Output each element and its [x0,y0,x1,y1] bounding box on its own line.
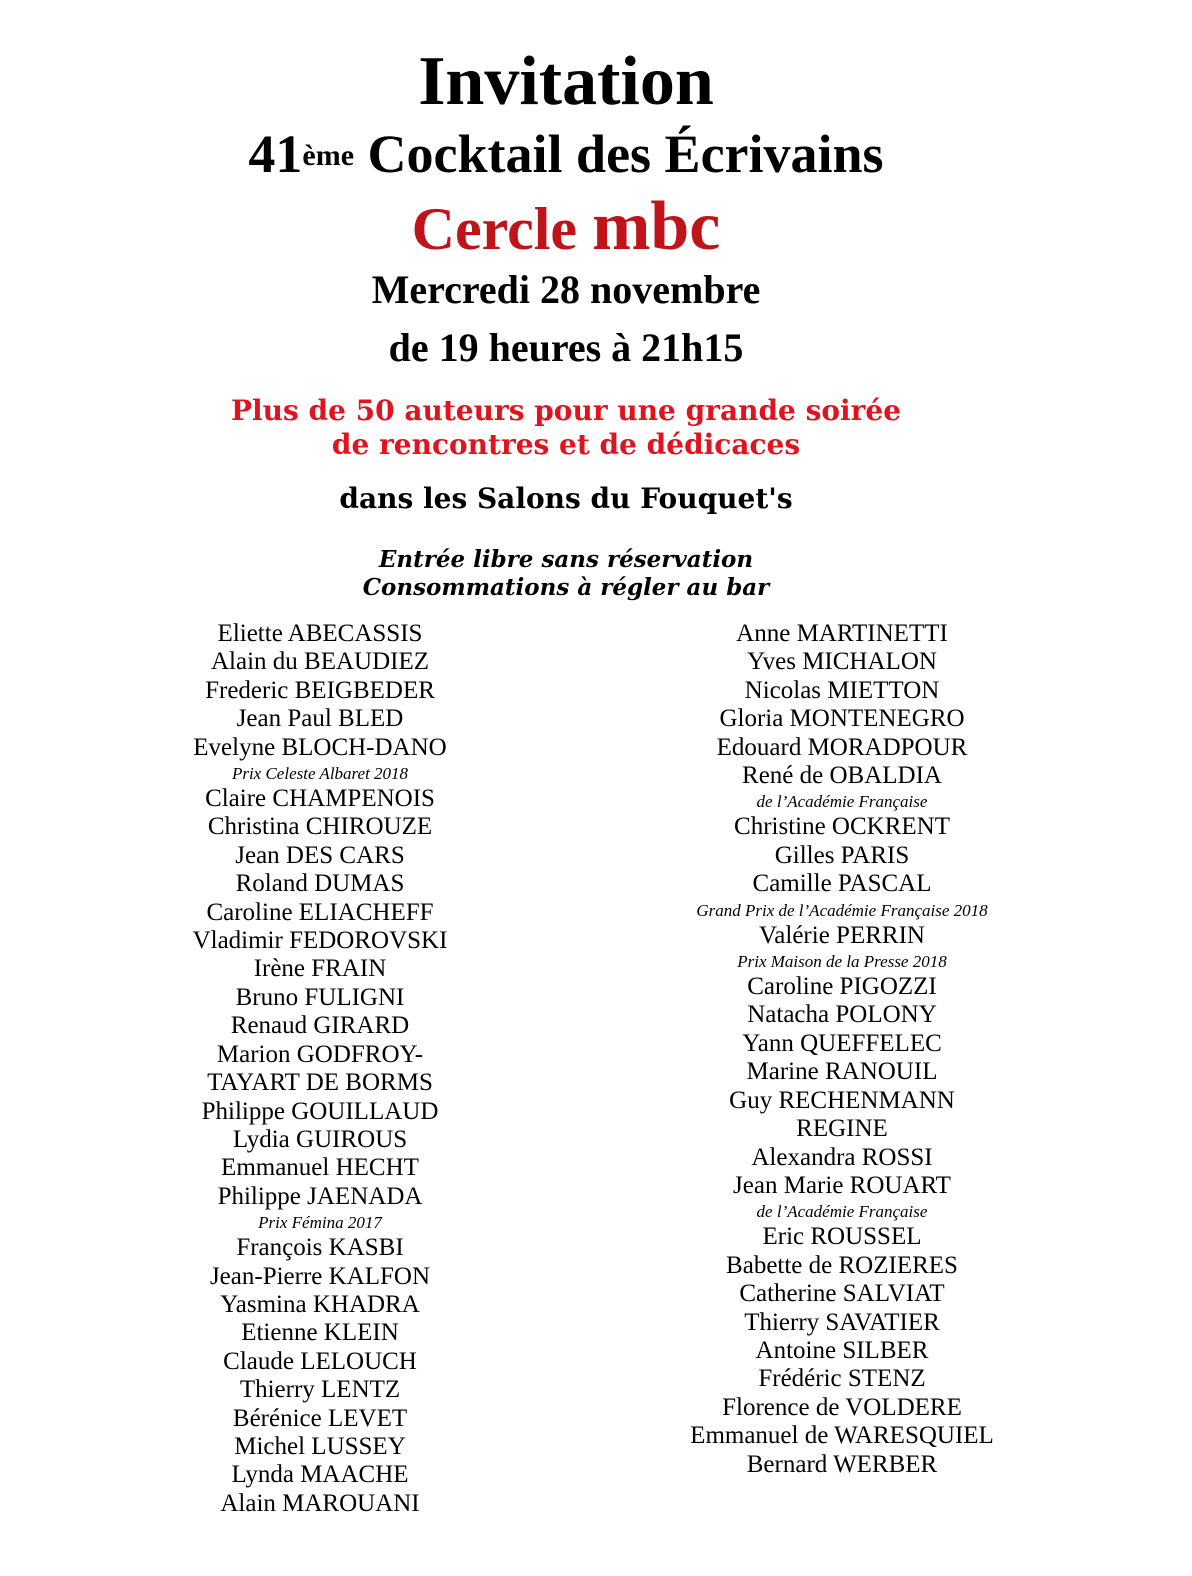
tagline-line-2: de rencontres et de dédicaces [331,428,801,461]
author-distinction: Prix Fémina 2017 [258,1213,382,1233]
access-info [0,546,1162,602]
author-name: Eliette ABECASSIS [217,620,423,647]
invitation-title: Invitation [418,43,714,120]
organizer-name [0,188,1162,265]
author-name: Anne MARTINETTI [736,620,948,647]
author-name: René de OBALDIA [742,762,942,790]
author-name: Alexandra ROSSI [751,1143,933,1171]
author-name: Yann QUEFFELEC [742,1029,942,1057]
author-name: Marine RANOUIL [746,1058,938,1086]
event-tagline [0,394,1162,462]
author-name: REGINE [796,1115,888,1143]
author-name: Irène FRAIN [253,955,387,983]
author-name: Jean Paul BLED [236,705,404,733]
author-name: Michel LUSSEY [234,1432,406,1460]
author-name: Natacha POLONY [747,1001,937,1029]
author-name: Vladimir FEDOROVSKI [192,927,448,955]
author-name: Etienne KLEIN [241,1319,399,1347]
author-name: Claude LELOUCH [223,1347,417,1375]
author-name: Florence de VOLDERE [722,1393,962,1421]
author-name: Valérie PERRIN [759,921,925,949]
tagline-line-1: Plus de 50 auteurs pour une grande soirée [230,394,902,427]
author-distinction: Grand Prix de l’Académie Française 2018 [696,900,988,920]
author-name: Frédéric STENZ [758,1365,926,1393]
author-distinction: Prix Maison de la Presse 2018 [737,952,947,972]
author-name: Roland DUMAS [235,870,405,898]
author-name: Antoine SILBER [755,1336,929,1364]
author-name: Frederic BEIGBEDER [205,676,435,704]
author-name: Babette de ROZIERES [726,1251,958,1279]
author-name: Alain MAROUANI [220,1489,420,1517]
author-name: Christina CHIROUZE [207,813,433,841]
author-name: Bruno FULIGNI [235,983,405,1011]
cercle-word: Cercle [411,196,578,262]
author-name: Edouard MORADPOUR [716,733,968,761]
event-venue: dans les Salons du Fouquet's [339,482,793,515]
author-name: François KASBI [236,1234,404,1262]
author-distinction: de l’Académie Française [756,792,928,812]
author-name: Renaud GIRARD [230,1012,410,1040]
cercle-brand: mbc [592,188,721,265]
author-name: Philippe JAENADA [217,1182,423,1210]
author-name: Camille PASCAL [752,870,932,898]
author-name: Alain du BEAUDIEZ [210,648,430,676]
author-name: Bérénice LEVET [232,1404,408,1432]
author-name: Thierry SAVATIER [744,1308,940,1336]
author-name: Marion GODFROY- [216,1040,424,1068]
event-time: de 19 heures à 21h15 [388,325,744,370]
author-name: Guy RECHENMANN [729,1086,955,1114]
access-line-2: Consommations à régler au bar [362,574,770,601]
author-distinction: de l’Académie Française [756,1202,928,1222]
author-name: Caroline PIGOZZI [747,973,937,1001]
author-name: Jean Marie ROUART [733,1171,951,1199]
access-line-1: Entrée libre sans réservation [378,546,754,573]
authors-column-left [70,620,570,1518]
edition-number: 41 [248,124,303,184]
author-name: Claire CHAMPENOIS [205,785,435,813]
author-name: Gilles PARIS [774,841,910,869]
author-name: Jean-Pierre KALFON [209,1262,431,1290]
author-name: Lydia GUIROUS [232,1125,408,1153]
author-name: Gloria MONTENEGRO [719,705,965,733]
author-name: Emmanuel de WARESQUIEL [690,1422,994,1450]
author-name: Thierry LENTZ [239,1376,401,1404]
author-name: Yves MICHALON [747,648,937,676]
event-edition [0,122,1162,186]
author-name: Christine OCKRENT [734,813,950,841]
authors-column-right [592,620,1092,1479]
author-name: Lynda MAACHE [231,1461,409,1489]
author-name: Caroline ELIACHEFF [206,898,434,926]
event-date: Mercredi 28 novembre [371,267,761,312]
author-name: Evelyne BLOCH-DANO [193,733,447,761]
author-distinction: Prix Celeste Albaret 2018 [231,764,409,784]
author-name: TAYART DE BORMS [207,1069,433,1097]
author-name: Catherine SALVIAT [739,1280,945,1308]
author-name: Eric ROUSSEL [762,1223,922,1251]
author-name: Jean DES CARS [235,841,405,869]
edition-suffix: ème [302,139,355,172]
author-name: Nicolas MIETTON [744,676,940,704]
author-name: Emmanuel HECHT [221,1154,419,1182]
author-name: Yasmina KHADRA [220,1290,420,1318]
edition-name: Cocktail des Écrivains [367,124,884,184]
author-name: Bernard WERBER [746,1450,938,1478]
author-name: Philippe GOUILLAUD [201,1097,439,1125]
